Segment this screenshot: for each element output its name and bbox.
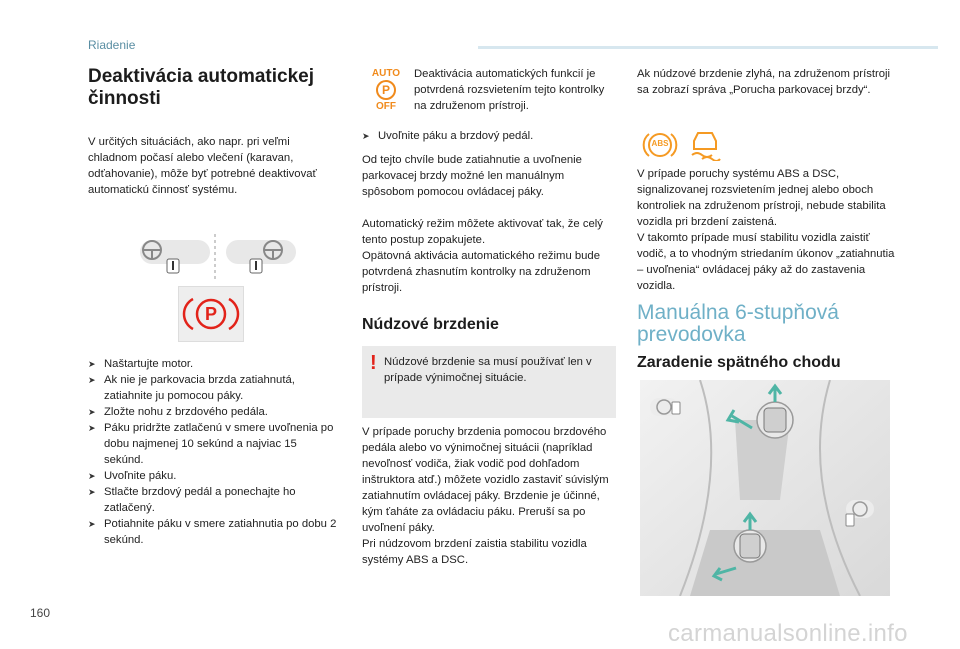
- col3-para1: Ak núdzové brzdenie zlyhá, na združenom prístroji sa zobrazí správa „Porucha parkovacej brzdy“.: [637, 68, 891, 96]
- list-item: ➤ Stlačte brzdový pedál a ponechajte ho zatlačený.: [88, 486, 296, 514]
- warning-note-text: Núdzové brzdenie sa musí používať len v prípade výnimočnej situácie.: [384, 356, 592, 384]
- parking-switch-icon: [166, 258, 180, 274]
- col2-para3: Opätovná aktivácia automatického režimu bude potvrdená zhasnutím kontrolky na združenom prístroji.: [362, 250, 600, 294]
- auto-off-text: Deaktivácia automatických funkcií je potvrdená rozsvietením tejto kontrolky na združenom prístroji.: [414, 68, 605, 112]
- abs-warning-icon: ABS: [642, 128, 678, 162]
- col2-para1: Od tejto chvíle bude zatiahnutie a uvoľnenie parkovacej brzdy možné len manuálnym spôsobom pomocou ovládacej páky.: [362, 154, 582, 198]
- list-item: ➤ Páku pridržte zatlačenú v smere uvoľnenia po dobu najmenej 10 sekúnd a najviac 15 sekúnd.: [88, 422, 334, 466]
- col2-para4: V prípade poruchy brzdenia pomocou brzdového pedála alebo vo výnimočnej situácii (napríklad nevoľnosť vodiča, žiak vodič pod dohľadom inštruktora atď.) môžete vozidlo zastaviť súvislým zatiahnutím ovládacej páky. Brzdenie je účinné, kým ťaháte za ovládaciu páku. Preruší sa po uvoľnení páky.: [362, 426, 609, 534]
- deactivation-steps: [88, 356, 338, 548]
- header-rule: [478, 46, 938, 49]
- auto-p-off-icon: AUTO P OFF: [371, 68, 401, 112]
- parking-switch-icon: [249, 258, 263, 274]
- parking-brake-warning-icon: [178, 286, 244, 342]
- col1-title: Deaktivácia automatickej činnosti: [88, 66, 315, 109]
- steering-wheel-icon: [262, 239, 284, 261]
- watermark: carmanualsonline.info: [668, 620, 908, 647]
- parking-symbol: P: [204, 304, 217, 324]
- list-item: ➤ Naštartujte motor.: [88, 358, 194, 370]
- gearbox-title: Manuálna 6-stupňová prevodovka: [637, 301, 839, 346]
- list-item: ➤ Uvoľnite páku a brzdový pedál.: [362, 130, 534, 142]
- steering-wheel-icon: [141, 239, 163, 261]
- emergency-braking-title: Núdzové brzdenie: [362, 316, 499, 333]
- col3-para3: V takomto prípade musí stabilitu vozidla zaistiť vodič, a to vhodným striedaním úkonov „zatiahnutia – uvoľnenia“ ovládacej páky až do zastavenia vozidla.: [637, 232, 895, 292]
- list-item: ➤ Ak nie je parkovacia brzda zatiahnutá, zatiahnite ju pomocou páky.: [88, 374, 295, 402]
- warning-icon: !: [370, 352, 377, 374]
- col2-para5: Pri núdzovom brzdení zaistia stabilitu vozidla systémy ABS a DSC.: [362, 538, 587, 566]
- col1-intro: V určitých situáciách, ako napr. pri veľmi chladnom počasí alebo vlečení (karavan, odťahovanie), môže byť potrebné deaktivovať automatickú činnosť systému.: [88, 136, 317, 196]
- col2-para2: Automatický režim môžete aktivovať tak, že celý tento postup zopakujete.: [362, 218, 603, 246]
- reverse-gear-title: Zaradenie spätného chodu: [637, 354, 841, 371]
- list-item: ➤ Potiahnite páku v smere zatiahnutia po dobu 2 sekúnd.: [88, 518, 337, 546]
- release-step: [362, 128, 612, 144]
- col3-para2: V prípade poruchy systému ABS a DSC, signalizovanej rozsvietením jednej alebo oboch kontroliek na združenom prístroji, nebude stabilita vozidla pri brzdení zaistená.: [637, 168, 886, 228]
- warning-note: [362, 346, 616, 418]
- reverse-gear-illustration: [640, 380, 890, 596]
- section-label: Riadenie: [88, 38, 136, 52]
- dsc-skid-icon: [688, 127, 722, 161]
- page-number: 160: [30, 606, 51, 620]
- list-item: ➤ Uvoľnite páku.: [88, 470, 177, 482]
- list-item: ➤ Zložte nohu z brzdového pedála.: [88, 406, 268, 418]
